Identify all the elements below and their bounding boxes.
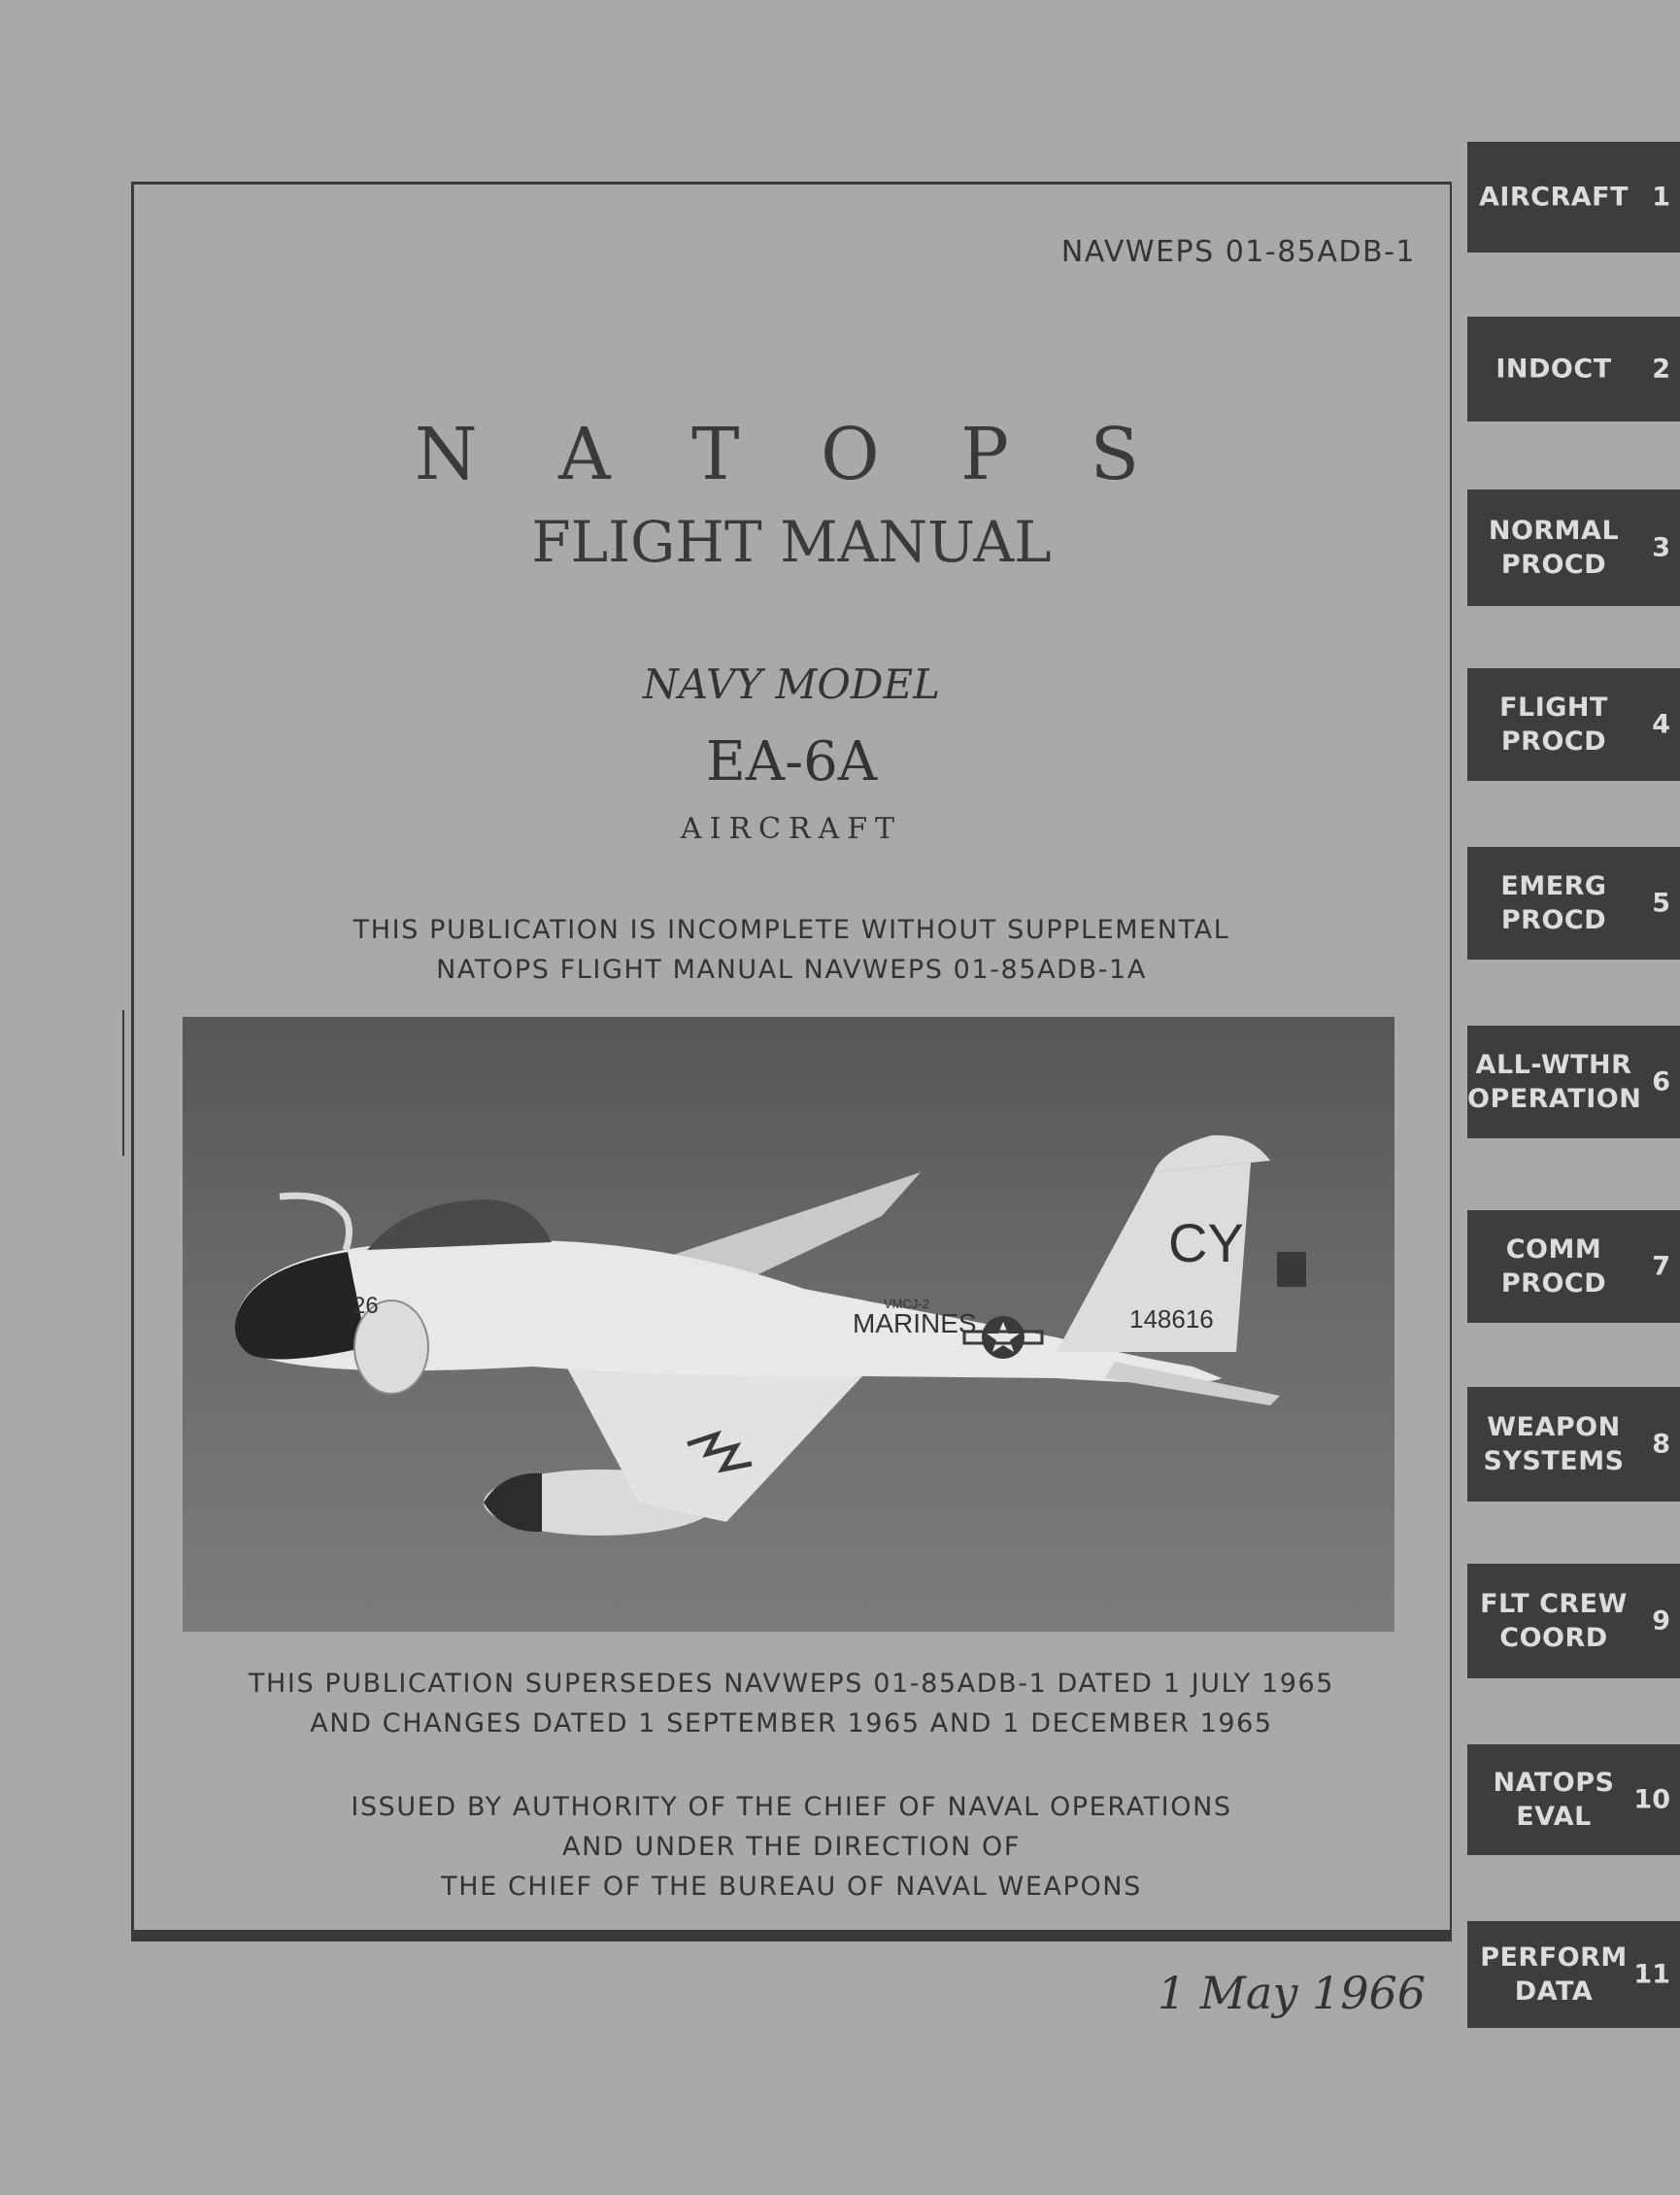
publication-number: NAVWEPS 01-85ADB-1 <box>1060 235 1416 269</box>
tab-label-line2: DATA <box>1514 1976 1594 2007</box>
tab-weapon-systems[interactable] <box>1467 1387 1680 1502</box>
tab-label-line2: PROCD <box>1500 550 1607 580</box>
tail-code: CY <box>1168 1212 1244 1273</box>
modex-number: 26 <box>353 1293 379 1319</box>
tab-number: 8 <box>1652 1429 1670 1460</box>
tab-number: 5 <box>1652 888 1670 919</box>
tab-label-line1: NORMAL <box>1488 516 1620 546</box>
tab-number: 1 <box>1652 182 1670 213</box>
tab-indoct[interactable] <box>1467 317 1680 422</box>
tab-number: 7 <box>1652 1251 1670 1282</box>
supersedes-line1: THIS PUBLICATION SUPERSEDES NAVWEPS 01-85ADB-1 DATED 1 JULY 1965 <box>248 1669 1335 1699</box>
tab-label-line2: PROCD <box>1500 726 1607 757</box>
tab-label-line1: COMM <box>1505 1234 1602 1265</box>
tab-label-line1: ALL-WTHR <box>1475 1050 1632 1080</box>
authority-line3: THE CHIEF OF THE BUREAU OF NAVAL WEAPONS <box>441 1872 1142 1902</box>
squadron-text: VMCJ-2 <box>884 1297 929 1311</box>
tab-label-line1: FLIGHT <box>1499 692 1608 723</box>
tab-number: 2 <box>1652 354 1670 385</box>
tab-label-line1: PERFORM <box>1480 1942 1628 1973</box>
marines-text: MARINES <box>853 1308 977 1338</box>
publication-date: 1 May 1966 <box>1157 1967 1426 2019</box>
tab-natops-eval[interactable] <box>1467 1744 1680 1855</box>
tab-label-line1: INDOCT <box>1495 354 1612 385</box>
tab-label-line2: PROCD <box>1500 1268 1607 1299</box>
tab-flight-procd[interactable] <box>1467 668 1680 781</box>
margin-mark <box>122 1010 124 1156</box>
tab-emerg-procd[interactable] <box>1467 847 1680 960</box>
incomplete-notice-line1: THIS PUBLICATION IS INCOMPLETE WITHOUT SUPPLEMENTAL <box>353 915 1230 945</box>
tab-label-line2: SYSTEMS <box>1483 1446 1625 1476</box>
navy-model-label: NAVY MODEL <box>642 660 941 708</box>
authority-notice <box>228 1787 1355 1907</box>
tab-label-line1: AIRCRAFT <box>1478 182 1630 213</box>
flight-manual-title: FLIGHT MANUAL <box>531 509 1052 575</box>
tab-label-line1: NATOPS <box>1493 1768 1615 1798</box>
tab-label-line2: PROCD <box>1500 905 1607 935</box>
tab-label-line1: FLT CREW <box>1480 1589 1628 1619</box>
tab-number: 6 <box>1652 1066 1670 1098</box>
tab-all-wthr-operation[interactable] <box>1467 1026 1680 1138</box>
tab-comm-procd[interactable] <box>1467 1210 1680 1323</box>
tab-number: 11 <box>1633 1959 1670 1990</box>
aircraft-serial: 148616 <box>1129 1304 1214 1334</box>
tab-number: 4 <box>1652 709 1670 740</box>
incomplete-notice <box>228 910 1355 990</box>
supersedes-line2: AND CHANGES DATED 1 SEPTEMBER 1965 AND 1 DECEMBER 1965 <box>310 1708 1273 1739</box>
tab-number: 9 <box>1652 1605 1670 1637</box>
aircraft-model: EA-6A <box>705 730 878 794</box>
tab-number: 10 <box>1633 1784 1670 1815</box>
tab-aircraft[interactable] <box>1467 142 1680 253</box>
natops-title: N A T O P S <box>414 413 1169 496</box>
tab-flt-crew-coord[interactable] <box>1467 1564 1680 1678</box>
authority-line1: ISSUED BY AUTHORITY OF THE CHIEF OF NAVAL OPERATIONS <box>351 1792 1232 1822</box>
tab-label-line2: COORD <box>1499 1623 1608 1653</box>
aircraft-photo <box>183 1017 1394 1632</box>
tab-label-line2: EVAL <box>1516 1802 1592 1832</box>
tab-label-line1: WEAPON <box>1487 1412 1621 1442</box>
tab-perform-data[interactable] <box>1467 1921 1680 2028</box>
tab-label-line2: OPERATION <box>1467 1084 1642 1114</box>
authority-line2: AND UNDER THE DIRECTION OF <box>562 1832 1021 1862</box>
tab-label-line1: EMERG <box>1500 871 1607 901</box>
tab-normal-procd[interactable] <box>1467 490 1680 606</box>
incomplete-notice-line2: NATOPS FLIGHT MANUAL NAVWEPS 01-85ADB-1A <box>436 955 1147 985</box>
supersedes-notice <box>228 1664 1355 1743</box>
aircraft-label: AIRCRAFT <box>680 812 903 846</box>
tab-number: 3 <box>1652 532 1670 563</box>
